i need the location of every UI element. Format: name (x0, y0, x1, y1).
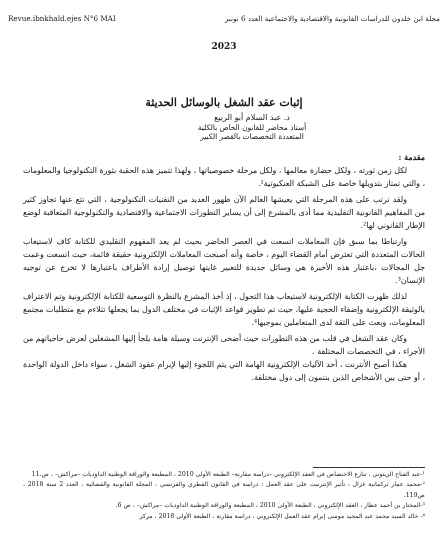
footnote: ⁴- خالد السيد محمد عبد المجيد موسى إبرام عقد العمل الإلكتروني ، دراسة مقارنة ، الطبعة الأولى 2018 ، مركز (139, 512, 425, 520)
body-paragraph: وكان عقد الشغل في قلب من هذه التطورات حيث أضحى الإنترنت وسيلة هامة يلجأ إليها المشغلين لعرض حاجياتهم من الأجراء ، في التخصصات المختلفة . (23, 334, 425, 356)
body-paragraph: لكل زمن ثورته ، ولكل حضارة معالمها ، ولكل مرحلة خصوصياتها ، ولهذا تتميز هذه الحقبة بثورة التكنولوجيا والمعلومات ، والتي تمتاز بتدويلها خاصة على الشبكة العنكبوتية¹. (23, 166, 425, 188)
footnote: ³-المختار بن أحمد عطار ، العقد الإلكتروني ، الطبعة الأولى 2010 ، المطبعة والوراقة الوطنية الداوديات –مراكش– ، ص 6. (115, 502, 425, 510)
journal-header (8, 14, 440, 23)
article-body (23, 151, 425, 384)
header-left: Revue.ibnkhald.ejes N°6 MAI (8, 14, 116, 23)
body-paragraph: ولقد ترتب على هذه المرحلة التي يعيشها العالم الآن ظهور العديد من التقنيات التكنولوجية ، التي تتع عنها تجاوز كثير من المفاهيم القانونية التقليدية مما أدى بالمشرع إلى أن يساير التطورات الاجتماعية والاقتصادية والتكنولوجية المتعاقبة لوضع الإطار القانوني لها². (23, 195, 425, 230)
author-block (172, 113, 332, 142)
footnotes (23, 470, 425, 522)
footnote-separator (313, 467, 425, 468)
publication-year: 2023 (211, 42, 237, 52)
body-paragraph: هكذا أصبح الأنترنت ، أحد الآليات الإلكترونية الهامة التي يتم اللجوء إليها لإبرام عقود الشغل ، سواء داخل الدولة الواحدة ، أو حتى بين الأشخاص الذين ينتمون إلى دول مختلفة. (23, 360, 425, 382)
footnote: ¹-عبد الفتاح الزيتوني ، تنازع الاختصاص في العقد الإلكتروني –دراسة مقارنة– الطبعة الأولى 2010 ، المطبعة والوراقة الوطنية الداوديات –مراكش– ، ص.11 (31, 471, 425, 478)
author-faculty: المتعددة التخصصات بالقصر الكبير (200, 132, 304, 141)
body-paragraph: لذلك ظهرت الكتابة الإلكترونية لاستيعاب هذا التحول ، إذ أخذ المشرع بالنظرة التوسعية للكتابة الإلكترونية وتم الاعتراف بالوثيقة الإلكترونية وإضفاء الحجية عليها، حيث تم تطوير قواعد الإثبات في مختلف الدول بما يجعلها تتلاءم مع متطلبات مجتمع المعلومات، وبعث على الثقة لدى المتعاملين بموجبها⁴. (23, 292, 425, 327)
footnote: ²-محمد عمار تركمانية غزال ، تأثير الإنترنيت على عقد العمل : دراسة في القانون القطري والفرنسي ، المجلة القانونية والقضائية ، العدد 2 سنة 2018 ، ص119. (23, 481, 425, 499)
author-role: أستاذ محاضر للقانون الخاص بالكلية (197, 122, 307, 132)
article-title: إثبات عقد الشغل بالوسائل الحديثة (145, 96, 303, 109)
body-paragraph: وارتباطا بما سبق فإن المعاملات اتسعت في العصر الحاضر بحيث لم يعد المفهوم التقليدي للكتابة كاف لاستيعاب الحالات المتعددة التي تعترض أمام القضاء اليوم ، خاصة وأنه أصبحت المعاملات الإلكترونية حقيقة قائمة، حيث اتسعت وعمت جل المجالات ،باعتبار هذه الأخيرة هي وسائل جديدة للتعبير غايتها توصيل إرادة الأطراف باعتبارها لا تخرج عن توجيه الإنسان³. (23, 237, 425, 285)
author-name: د. عبد السلام أبو الربيع (214, 113, 290, 122)
intro-heading: مقدمة : (398, 153, 425, 162)
header-right: مجلة ابن خلدون للدراسات القانونية والاقتصادية والاجتماعية العدد 6 نونبر (224, 14, 440, 23)
